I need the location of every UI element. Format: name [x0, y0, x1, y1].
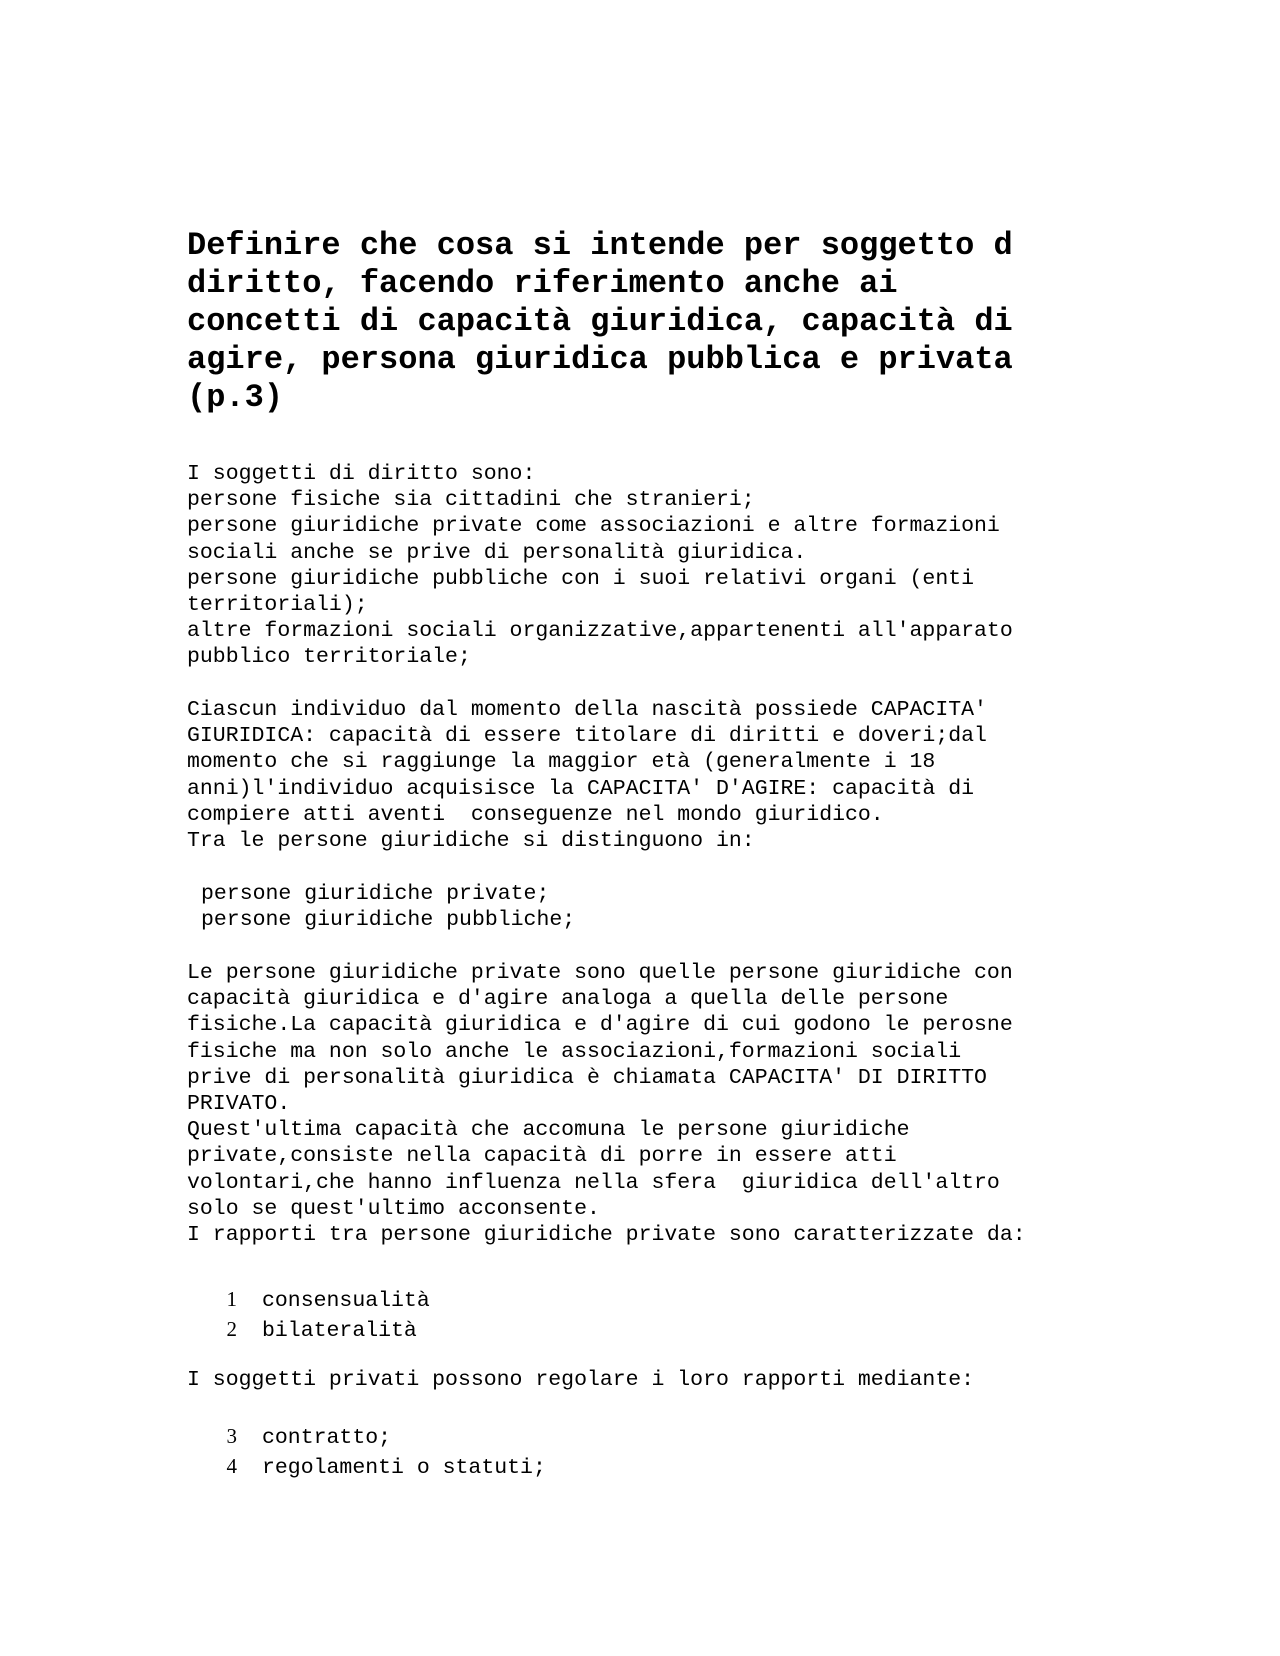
text-line: capacità giuridica e d'agire analoga a quella delle persone [187, 987, 949, 1012]
text-line: PRIVATO. [187, 1091, 291, 1116]
text-line: Tra le persone giuridiche si distinguono in: [187, 828, 755, 853]
list-number: 3 [226, 1424, 237, 1448]
list-number: 4 [226, 1454, 237, 1478]
list-text: consensualità [262, 1289, 430, 1313]
text-line: fisiche ma non solo anche le associazioni,formazioni sociali [187, 1039, 962, 1064]
list-text: bilateralità [262, 1319, 417, 1343]
list-number: 1 [226, 1287, 237, 1311]
text-line: I soggetti privati possono regolare i loro rapporti mediante: [187, 1368, 975, 1392]
document-title [187, 227, 1087, 417]
text-line: territoriali); [187, 592, 368, 617]
text-line: I soggetti di diritto sono: [187, 462, 536, 486]
list-item [187, 1421, 546, 1451]
text-line: Le persone giuridiche private sono quelle persone giuridiche con [187, 961, 1013, 985]
list-item [187, 1284, 430, 1314]
paragraph-capacity [187, 697, 1147, 854]
text-line: Quest'ultima capacità che accomuna le persone giuridiche [187, 1118, 910, 1143]
text-line: momento che si raggiunge la maggior età (generalmente i 18 [187, 750, 936, 775]
text-line: persone giuridiche private; [201, 882, 550, 906]
text-line: private,consiste nella capacità di porre in essere atti [187, 1144, 897, 1169]
numbered-list-instruments [187, 1421, 546, 1481]
text-line: altre formazioni sociali organizzative,appartenenti all'apparato [187, 619, 1013, 644]
paragraph-private-persons [187, 960, 1147, 1248]
text-line: persone giuridiche pubbliche; [201, 908, 576, 933]
text-line: persone fisiche sia cittadini che stranieri; [187, 488, 755, 513]
title-line: Definire che cosa si intende per soggetto d [187, 227, 1013, 264]
text-line: volontari,che hanno influenza nella sfera giuridica dell'altro [187, 1170, 1000, 1195]
text-line: persone giuridiche pubbliche con i suoi relativi organi (enti [187, 566, 975, 591]
text-line: solo se quest'ultimo acconsente. [187, 1196, 600, 1221]
title-line: (p.3) [187, 379, 284, 416]
title-line: agire, persona giuridica pubblica e privata [187, 341, 1013, 378]
text-line: sociali anche se prive di personalità giuridica. [187, 540, 807, 565]
text-line: fisiche.La capacità giuridica e d'agire di cui godono le perosne [187, 1013, 1013, 1038]
text-line: compiere atti aventi conseguenze nel mondo giuridico. [187, 802, 884, 827]
text-line: anni)l'individuo acquisisce la CAPACITA' D'AGIRE: capacità di [187, 776, 975, 801]
list-item [187, 1451, 546, 1481]
text-line: I rapporti tra persone giuridiche private sono caratterizzate da: [187, 1222, 1026, 1247]
list-number: 2 [226, 1317, 237, 1341]
text-line: prive di personalità giuridica è chiamata CAPACITA' DI DIRITTO [187, 1065, 987, 1090]
paragraph-regulation [187, 1367, 1147, 1393]
title-line: concetti di capacità giuridica, capacità di [187, 303, 1013, 340]
title-line: diritto, facendo riferimento anche ai [187, 265, 898, 302]
paragraph-types-list [187, 881, 1147, 933]
text-line: GIURIDICA: capacità di essere titolare di diritti e doveri;dal [187, 724, 987, 749]
list-text: contratto; [262, 1426, 392, 1450]
text-line: Ciascun individuo dal momento della nascità possiede CAPACITA' [187, 698, 987, 722]
list-text: regolamenti o statuti; [262, 1456, 546, 1480]
list-item [187, 1314, 430, 1344]
text-line: persone giuridiche private come associazioni e altre formazioni [187, 514, 1000, 539]
text-line: pubblico territoriale; [187, 645, 471, 670]
numbered-list-characteristics [187, 1284, 430, 1344]
paragraph-subjects [187, 461, 1147, 671]
